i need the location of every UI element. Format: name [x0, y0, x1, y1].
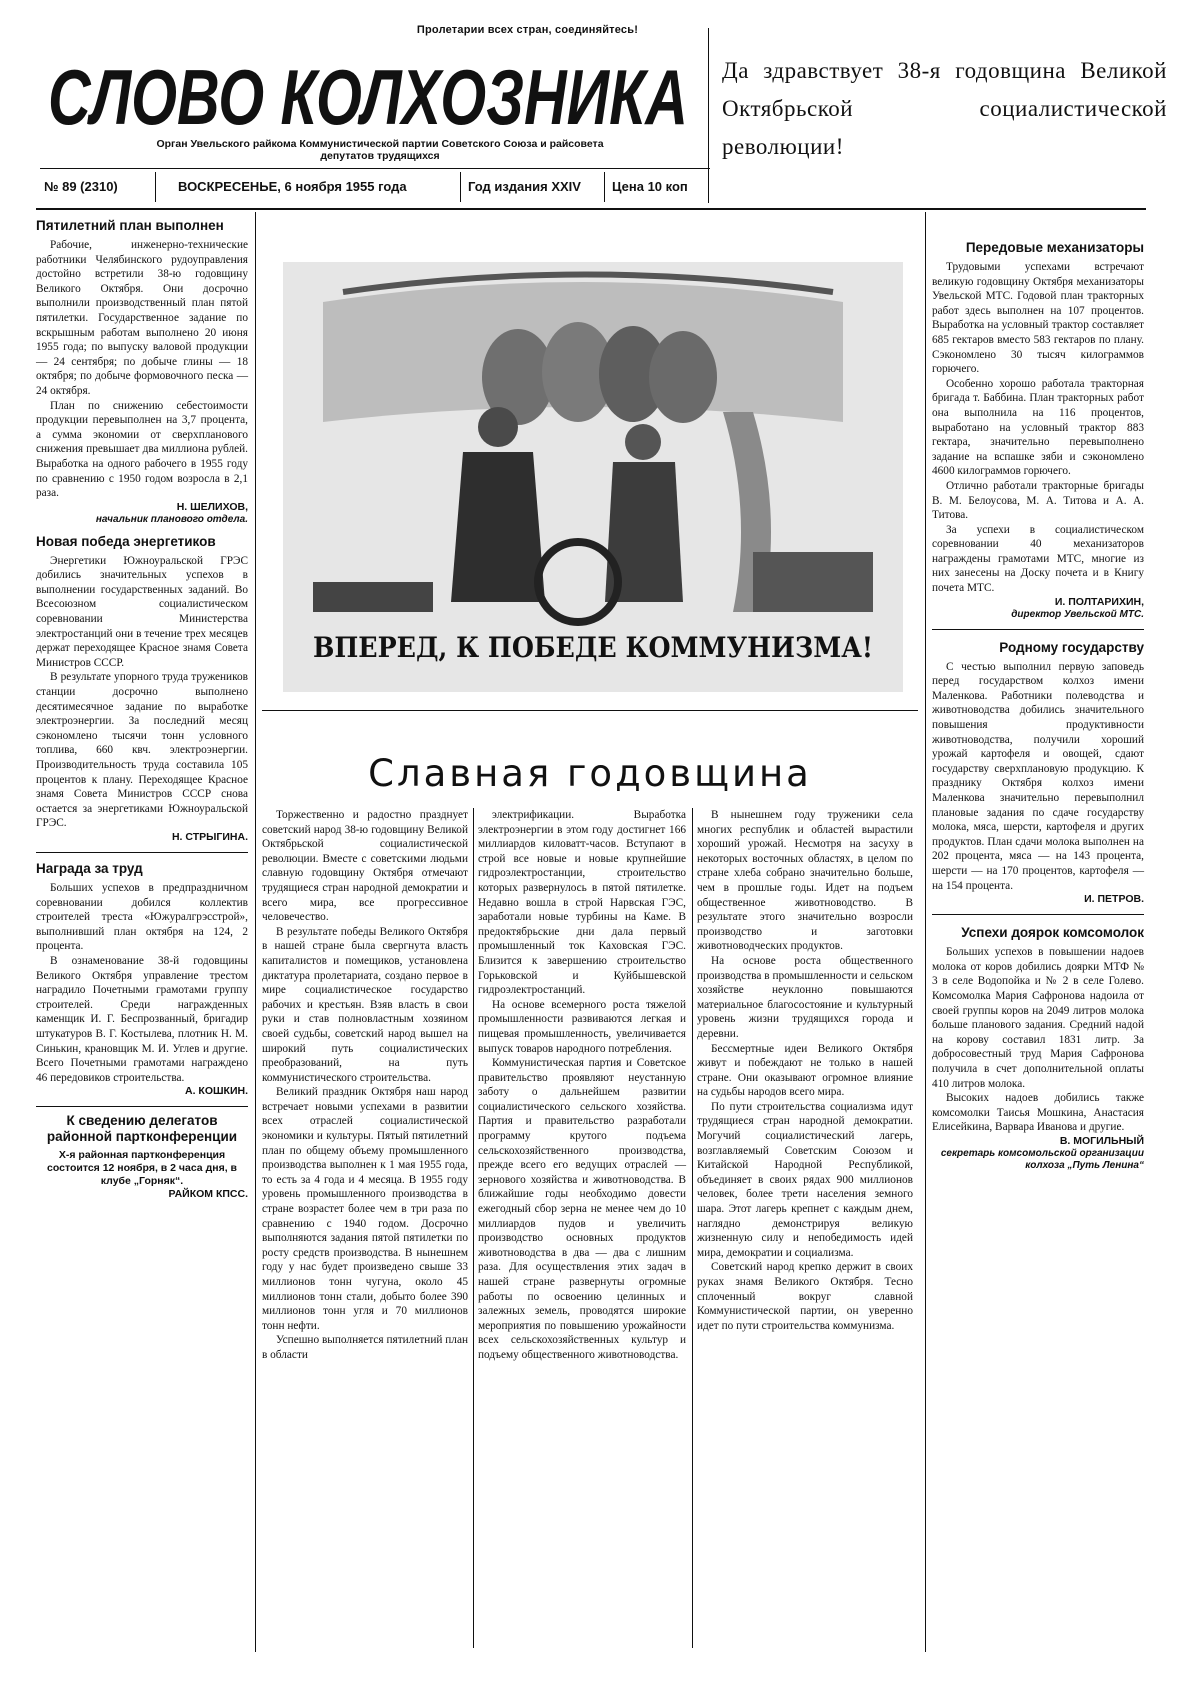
paragraph: Больших успехов в повышении надоев молока от коров добились доярки МТФ № 3 в селе Водопойка и № 2 в селе Голево. Комсомолка Мария Сафронова надоила от своей группы коров на 2049 литров молока больше планового задания. Средний надой на корову составил 1831 литр. За добросовестный труд Мария Сафронова получила в счет дополнительной оплаты 410 литров молока.	[932, 946, 1144, 1090]
signature: И. ПЕТРОВ.	[1084, 893, 1144, 906]
infobar-sep-2	[460, 172, 461, 202]
paragraph: Рабочие, инженерно-технические работники Челябинского рудоуправления достойно встретили 38-ю годовщину Великого Октября. Они досрочно выполнили производственный план пятой пятилетки. Государственное задание по вскрышным работам выполнено 20 июня 1955 года; по выпуску валовой продукции — 24 сентября; по добыче глины — 18 октября; по добыче формовочного песка — 24 октября.	[36, 239, 248, 397]
article-milkmaids	[932, 925, 1144, 1172]
poster-bottom-rule	[262, 710, 918, 711]
article-title: Успехи доярок комсомолок	[961, 925, 1144, 941]
portrait-4	[649, 331, 717, 423]
paragraph: На основе роста общественного производства в промышленности и сельском хозяйстве неуклонно повышаются материальное благосостояние и культурный уровень жизни трудящихся города и деревни.	[697, 954, 913, 1040]
article-title: Пятилетний план выполнен	[36, 218, 224, 233]
paragraph: Энергетики Южноуральской ГРЭС добились значительных успехов в выполнении государственных заданий. Во Всесоюзном социалистическом соревновании Министерства электростанций они в течение трех месяцев держат переходящее Красное знамя Совета Министров СССР.	[36, 554, 248, 669]
paragraph: В результате упорного труда тружеников станции досрочно выполнено десятимесячное задание по выработке электроэнергии. За последний месяц сэкономлено тысячи тонн условного топлива, 660 квч. электроэнергии. Производительность труда составила 105 процентов к плану. Переходящее Красное знамя Совета Министров СССР снова остается за энергетиками Южноуральской ГРЭС.	[36, 671, 248, 830]
article-native-state	[932, 640, 1144, 907]
paragraph: Трудовыми успехами встречают великую годовщину Октября механизаторы Увельской МТС. Годовой план тракторных работ здесь выполнен на 107 процентов. Выработка на условный трактор составляет 685 гектаров вместо 583 гектаров по плану. Сэкономлено 30 тысяч килограммов горючего.	[932, 261, 1144, 376]
paragraph: На основе всемерного роста тяжелой промышленности развиваются легкая и пищевая промышленность, увеличивается выпуск товаров народного потребления.	[478, 998, 686, 1055]
paragraph: Великий праздник Октября наш народ встречает новыми успехами в развитии всех отраслей социалистической экономики и культуры. Пятый пятилетний план по общему объему промышленного производства выполнен к 1 мая 1955 года, то есть за 4 года и 4 месяца. В 1955 году уровень промышленного производства в стране возрастет более чем в три раза по сравнению с 1940 годом. Досрочно выполняются задания пятой пятилетки по росту средств производства. В нынешнем году у нас будет произведено свыше 33 миллионов тонн чугуна, около 45 миллионов тонн стали, добыто более 390 миллионов тонн угля и 70 миллионов тонн нефти.	[262, 1086, 468, 1332]
left-column	[36, 218, 248, 1209]
publication-year: Год издания XXIV	[468, 179, 581, 194]
notice-delegates	[36, 1113, 248, 1201]
infobar-top-rule	[40, 168, 710, 169]
center-rule-2	[692, 808, 693, 1648]
masthead-organ: Орган Увельского райкома Коммунистической партии Советского Союза и райсовета депутатов трудящихся	[156, 138, 604, 162]
peasant-head	[625, 424, 661, 460]
article-mechanizers	[932, 240, 1144, 621]
lead-headline: Славная годовщина	[368, 752, 812, 795]
paragraph: Больших успехов в предпраздничном соревновании добился коллектив строителей треста «Южуралгрэсстрой», выполнивший план октября на 124, 2 процента.	[36, 881, 248, 953]
infobar-sep-1	[155, 172, 156, 202]
masthead-motto: Пролетарии всех стран, соединяйтесь!	[416, 24, 639, 36]
issue-number: № 89 (2310)	[44, 179, 118, 194]
paragraph: В нынешнем году труженики села многих республик и областей вырастили хороший урожай. Несмотря на засуху в некоторых восточных областях, в целом по стране хлеба собрано значительно больше, чем в прошлые годы. Идет на подъем общественное животноводство. В результате этого значительно возросли производство и заготовки животноводческих продуктов.	[697, 809, 913, 953]
paragraph: Бессмертные идеи Великого Октября живут и побеждают не только в нашей стране. Они оказывают огромное влияние на судьбы народов всего мира.	[697, 1042, 913, 1099]
paragraph: С честью выполнил первую заповедь перед государством колхоз имени Маленкова. Работники полеводства и животноводства добились значительного повышения продуктивности животноводства, получили хороший урожай картофеля и овощей, сдают государству сверхплановую продукцию. К празднику Октября колхоз имени Маленкова значительно перевыполнил плановые задания по сдаче государству молока, мяса, шерсти, картофеля и других продуктов. План сдачи молока выполнен на 202 процента, мяса — на 143 процента, шерсти — на 170 процентов, картофеля — на 154 процента.	[932, 660, 1144, 892]
poster-caption: ВПЕРЕД, К ПОБЕДЕ КОММУНИЗМА!	[313, 631, 873, 664]
masthead-bottom-rule	[36, 208, 1146, 210]
right-column-rule	[925, 212, 926, 1652]
right-column	[932, 240, 1144, 1180]
left-column-rule	[255, 212, 256, 1652]
poster-illustration	[283, 262, 903, 692]
article-five-year-plan	[36, 218, 248, 526]
center-rule-1	[473, 808, 474, 1648]
worker-figure	[451, 452, 545, 602]
paragraph: Особенно хорошо работала тракторная бригада т. Баббина. План тракторных работ она выполнила на 116 процентов, выработано на условный трактор 883 гектара, значительно перевыполнено задание на вспашке зяби и сэкономлено 4600 килограммов горючего.	[932, 377, 1144, 478]
issue-date: ВОСКРЕСЕНЬЕ, 6 ноября 1955 года	[178, 179, 407, 194]
signature-position: секретарь комсомольской организации колхоза „Путь Ленина“	[940, 1147, 1144, 1171]
article-energy	[36, 534, 248, 844]
signature-position: директор Увельской МТС.	[1011, 608, 1144, 620]
issue-price: Цена 10 коп	[612, 179, 688, 194]
paragraph: Советский народ крепко держит в своих руках знамя Великого Октября. Тесно сплоченный вокруг славной Коммунистической партии, он уверенно идет по пути строительства коммунизма.	[697, 1261, 913, 1332]
divider	[932, 629, 1144, 630]
paragraph: В ознаменование 38-й годовщины Великого Октября управление трестом наградило Почетными грамотами группу строителей. Среди награжденных каменщик И. Г. Беспрозванный, бригадир штукатуров В. Г. Костылева, плотник Н. М. Синькин, крановщик М. И. Углев и другие. Всего Почетными грамотами награждено 46 передовиков строительства.	[36, 954, 248, 1084]
lead-column-1	[262, 808, 468, 1363]
signature: И. ПОЛТАРИХИН,	[1054, 595, 1144, 608]
article-title: Родному государству	[999, 639, 1144, 655]
notice-title: К сведению делегатов районной партконференции	[46, 1113, 238, 1145]
paragraph: В результате победы Великого Октября в нашей стране была свергнута власть капиталистов и помещиков, установлена диктатура пролетариата, создано первое в мире социалистическое государство рабочих и крестьян. Взяв власть в свои руки и став полновластным хозяином своей судьбы, советский народ вышел на широкий путь социалистических преобразований, на путь коммунистического строительства.	[262, 925, 468, 1084]
article-award	[36, 861, 248, 1098]
article-title: Награда за труд	[36, 860, 143, 876]
paragraph: Торжественно и радостно празднует советский народ 38-ю годовщину Великой Октябрьской социалистической революции. Вместе с советскими людьми славную годовщину Октября отмечают трудящиеся стран народной демократии и всего мира, все прогрессивное человечество.	[262, 809, 468, 924]
divider	[36, 852, 248, 853]
lead-column-3	[697, 808, 913, 1333]
paragraph: По пути строительства социализма идут трудящиеся стран народной демократии. Могучий социалистический лагерь, возглавляемый Советским Союзом и Китайской Народной Республикой, объединяет в своих рядах 900 миллионов человек, более трети населения земного шара. Этот лагерь крепнет с каждым днем, наглядно демонстрируя великую жизненную силу и непобедимость идей мира, демократии и социализма.	[697, 1100, 913, 1259]
paragraph: План по снижению себестоимости продукции перевыполнен на 3,7 процента, а сумма экономии от сверхпланового снижения превышает два миллиона рублей. Выработка на одного рабочего в 1955 году по сравнению с 1950 годом возросла в 2,1 раза.	[36, 399, 248, 500]
signature: А. КОШКИН.	[185, 1085, 248, 1098]
train-shape	[313, 582, 433, 612]
paragraph: За успехи в социалистическом соревновании 40 механизаторов награждены грамотами МТС, многие из них занесены на Доску почета и в Книгу почета МТС.	[932, 523, 1144, 595]
signature: Н. ШЕЛИХОВ,	[176, 500, 248, 513]
notice-text: Х-я районная партконференция состоится 12 ноября, в 2 часа дня, в клубе „Горняк“.	[47, 1149, 237, 1188]
masthead-title	[48, 44, 698, 140]
paragraph: Коммунистическая партия и Советское правительство проявляют неустанную заботу о дальнейшем развитии социалистического сельского хозяйства. Партия и правительство разработали программу крутого подъема сельскохозяйственного производства, прежде всего его ведущих отраслей — зернового хозяйства и животноводства. В ближайшие годы необходимо довести ежегодный сбор зерна не менее чем до 10 миллиардов пудов и увеличить производство основных продуктов животноводства в два — два с лишним раза. Для осуществления этих задач в нашей стране развернуты огромные работы по освоению целинных и залежных земель, проводятся широкие мероприятия по повышению урожайности всех сельскохозяйственных культур и подъему общественного животноводства.	[478, 1057, 686, 1361]
paragraph: Отлично работали тракторные бригады В. М. Белоусова, М. А. Титова и А. А. Титова.	[932, 479, 1144, 522]
paragraph: Успешно выполняется пятилетний план в области	[262, 1334, 468, 1361]
divider	[932, 914, 1144, 915]
paragraph: электрификации. Выработка электроэнергии в этом году достигнет 166 миллиардов киловатт-часов. Вступают в строй все новые и новые крупнейшие гидроэлектростанции, строительство которых развернулось в пятой пятилетке. Недавно вошла в строй Нарвская ГЭС, заработали новые турбины на Каме. В предоктябрьские дни дала первый промышленный ток Каховская ГЭС. Близится к завершению строительство Горьковской и Куйбышевской гидроэлектростанций.	[478, 809, 686, 997]
article-title: Новая победа энергетиков	[36, 533, 216, 549]
masthead-slogan: Да здравствует 38-я годовщина Великой Октябрьской социалистической революции!	[722, 58, 1167, 159]
signature: РАЙКОМ КПСС.	[168, 1188, 248, 1201]
infobar-sep-3	[604, 172, 605, 202]
lead-column-2	[478, 808, 686, 1363]
article-title: Передовые механизаторы	[965, 240, 1144, 255]
masthead-title-text: СЛОВО КОЛХОЗНИКА	[48, 53, 688, 140]
signature: Н. СТРЫГИНА.	[171, 830, 248, 843]
worker-head	[478, 407, 518, 447]
factory-shape	[753, 552, 873, 612]
signature: В. МОГИЛЬНЫЙ	[1059, 1134, 1144, 1147]
signature-position: начальник планового отдела.	[95, 513, 248, 525]
divider	[36, 1106, 248, 1107]
paragraph: Высоких надоев добились также комсомолки Таисья Мошкина, Анастасия Елисейкина, Варвара Иванова и другие.	[932, 1092, 1144, 1134]
